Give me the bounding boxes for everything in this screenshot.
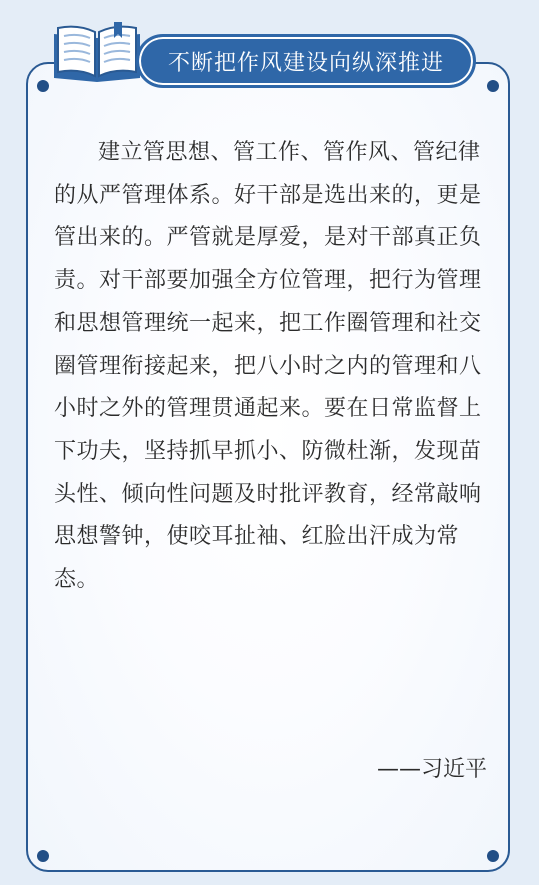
- corner-dot-top-right: [487, 80, 499, 92]
- corner-dot-bottom-left: [37, 850, 49, 862]
- page-title: 不断把作风建设向纵深推进: [167, 50, 444, 76]
- title-banner: [136, 34, 476, 88]
- quote-text: 建立管思想、管工作、管作风、管纪律的从严管理体系。好干部是选出来的，更是管出来的。严管就是厚爱，是对干部真正负责。对干部要加强全方位管理，把行为管理和思想管理统一起来，把工作圈管理和社交圈管理衔接起来，把八小时之内的管理和八小时之外的管理贯通起来。要在日常监督上下功夫，坚持抓早抓小、防微杜渐，发现苗头性、倾向性问题及时批评教育，经常敲响思想警钟，使咬耳扯袖、红脸出汗成为常态。: [54, 140, 482, 593]
- attribution: ——习近平: [376, 757, 487, 782]
- corner-dot-bottom-right: [487, 850, 499, 862]
- book-icon: [48, 22, 146, 84]
